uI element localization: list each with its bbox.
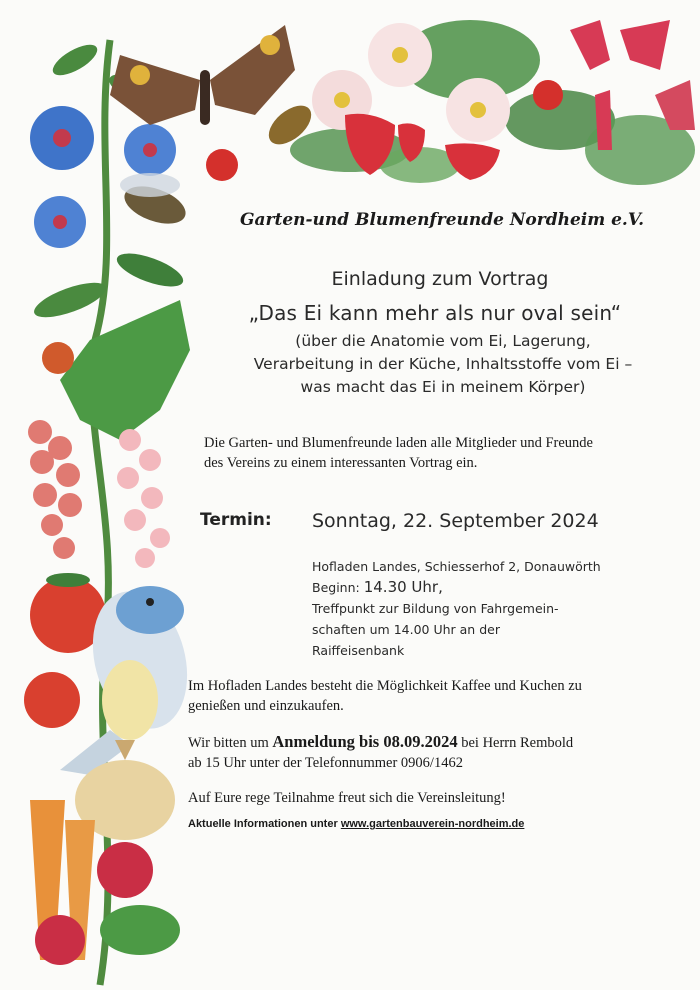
- lecture-subtitle: [218, 330, 668, 399]
- registration-prefix: Wir bitten um: [188, 735, 269, 751]
- intro-line: Die Garten- und Blumenfreunde laden alle Mitglieder und Freunde: [204, 435, 593, 451]
- coffee-paragraph: [188, 676, 648, 716]
- meeting-line: schaften um 14.00 Uhr an der: [312, 622, 500, 637]
- meeting-line: Treffpunkt zur Bildung von Fahrgemein-: [312, 601, 559, 616]
- invitation-heading: Einladung zum Vortrag: [331, 268, 549, 290]
- info-line: [188, 818, 524, 830]
- registration-paragraph: [188, 732, 658, 773]
- organization-name: Garten-und Blumenfreunde Nordheim e.V.: [239, 210, 644, 230]
- begin-label: Beginn:: [312, 580, 360, 595]
- termin-label: Termin:: [200, 510, 272, 530]
- website-link[interactable]: www.gartenbauverein-nordheim.de: [340, 818, 525, 830]
- registration-deadline: Anmeldung bis 08.09.2024: [272, 732, 458, 751]
- meeting-line: Raiffeisenbank: [312, 643, 405, 658]
- coffee-line: Im Hofladen Landes besteht die Möglichkeit Kaffee und Kuchen zu: [188, 678, 582, 694]
- grape-leaf: [60, 300, 190, 440]
- subtitle-line: was macht das Ei in meinem Körper): [300, 378, 586, 396]
- left-vine-stem: [92, 40, 110, 985]
- registration-suffix: bei Herrn Rembold: [461, 735, 574, 751]
- intro-paragraph: [204, 433, 644, 473]
- coffee-line: genießen und einzukaufen.: [188, 698, 344, 714]
- registration-line: [188, 732, 658, 753]
- begin-time: 14.30 Uhr,: [363, 578, 443, 596]
- event-location: Hofladen Landes, Schiesserhof 2, Donauwörth: [312, 559, 601, 574]
- subtitle-line: (über die Anatomie vom Ei, Lagerung,: [295, 332, 591, 350]
- lecture-title: „Das Ei kann mehr als nur oval sein“: [248, 301, 622, 325]
- butterfly: [110, 25, 295, 125]
- subtitle-line: Verarbeitung in der Küche, Inhaltsstoffe vom Ei –: [253, 355, 633, 373]
- event-location-block: [312, 556, 652, 661]
- intro-line: des Vereins zu einem interessanten Vortrag ein.: [204, 455, 478, 471]
- event-date: Sonntag, 22. September 2024: [312, 510, 599, 532]
- info-prefix: Aktuelle Informationen unter: [188, 818, 338, 830]
- begin-line: [312, 577, 652, 598]
- closing-text: Auf Eure rege Teilnahme freut sich die Vereinsleitung!: [188, 790, 506, 806]
- registration-phone: ab 15 Uhr unter der Telefonnummer 0906/1462: [188, 755, 463, 771]
